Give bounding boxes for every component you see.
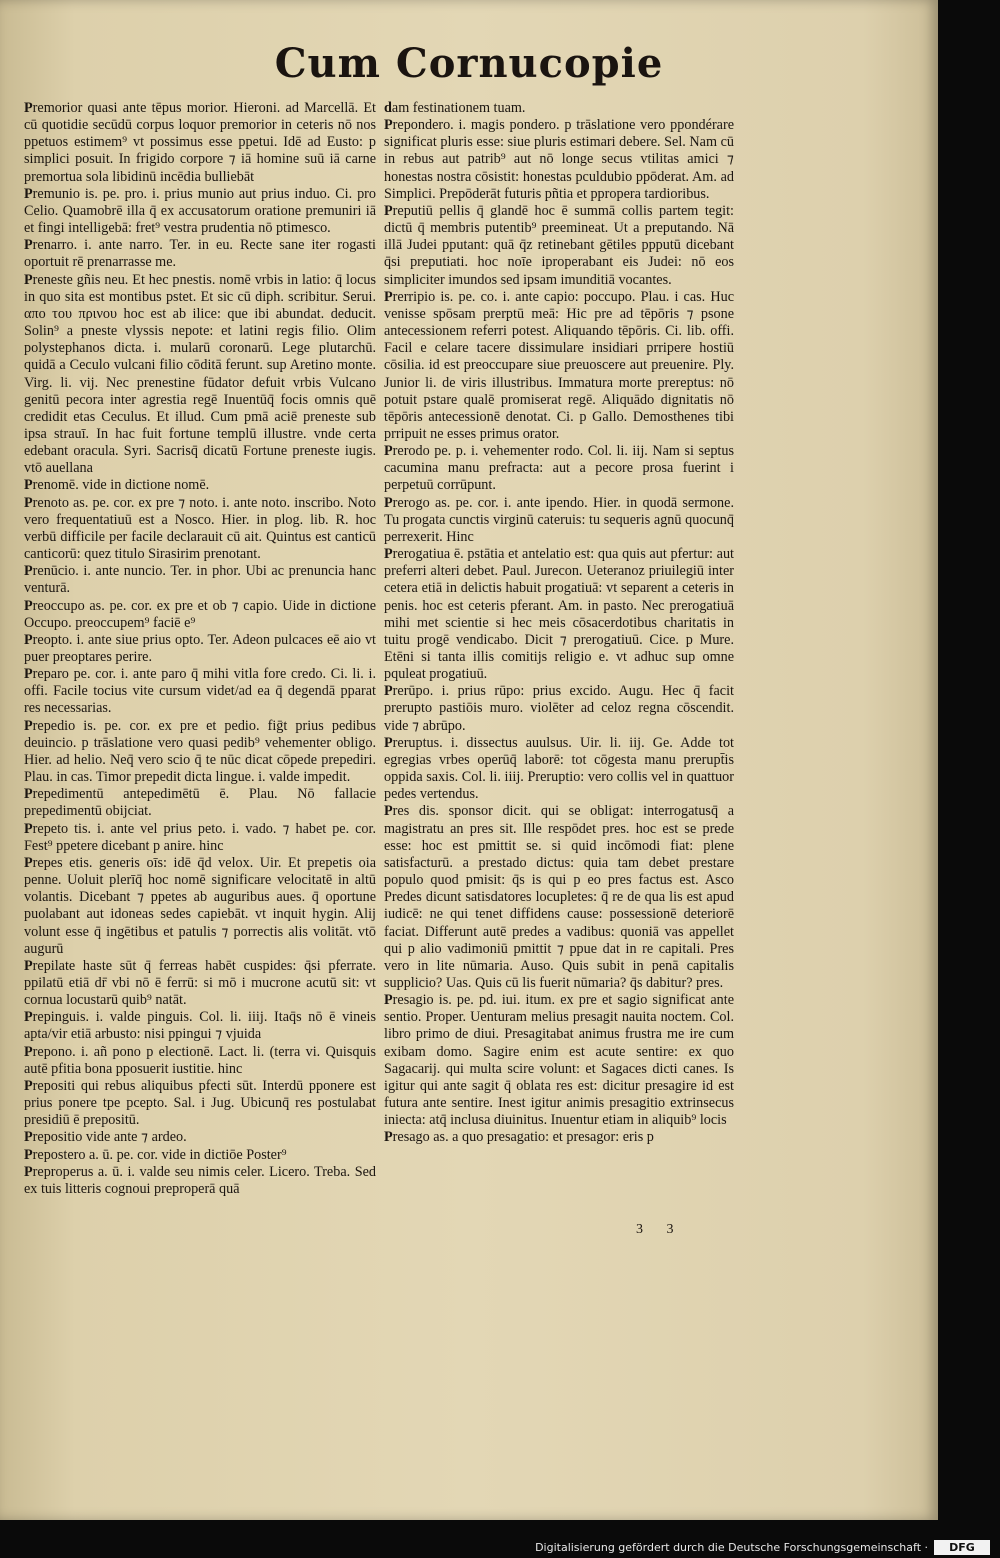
left-column: [24, 100, 376, 1198]
entry-paragraph: Prepositio vide ante ⁊ ardeo.: [24, 1129, 187, 1146]
entry-paragraph: Preparo pe. cor. i. ante paro q̄ mihi vitla fore credo. Ci. li. i. offi. Facile tocius vite cursum videt/ad ea q̄ degendā pparat res necessarias.: [24, 666, 376, 717]
entry-paragraph: Prerūpo. i. prius rūpo: prius excido. Augu. Hec q̄ facit prerupto pastiōis muro. violēter ad celoz regna cōscendit. vide ⁊ abrūpo.: [384, 683, 734, 734]
entry-paragraph: Pres dis. sponsor dicit. qui se obligat: interrogatusq̄ a magistratu an pres sit. Ille respōdet pres. hoc est se prede esse: hoc est pmittit se. si quid incōmodi fiat: plene satisfacturū. a prestado dictus: quia tam debet prestare populo quod pmisit: q̄s is qui p eo pres factus est. Asco Predes dicunt satisdatores locupletes: q̄ re de qua lis est apud iudicē: ne qui tenet diffidens cause: possessionē deteriorē faciat. Differunt autē predes a vadibus: quoniā vas appellet qui p alio vadimoniū pmittit ⁊ ppue dat in re capitali. Pres vero in lite nūmaria. Auso. Quis subit in penā capitalis supplicio? Uas. Quis cū lis fuerit nūmaria? q̄s dabitur? pres.: [384, 803, 734, 991]
entry-paragraph: Preoccupo as. pe. cor. ex pre et ob ⁊ capio. Uide in dictione Occupo. preoccupem⁹ faciē e⁹: [24, 597, 376, 631]
entry-paragraph: Prepinguis. i. valde pinguis. Col. li. iiij. Itaq̄s nō ē vineis apta/vir etiā arbusto: nisi ppingui ⁊ vjuida: [24, 1009, 376, 1043]
entry-paragraph: dam festinationem tuam.: [384, 100, 526, 116]
entry-paragraph: Prepedio is. pe. cor. ex pre et pedio. fiḡt prius pedibus deuincio. p trāslatione vero quasi pedib⁹ vehementer obligo. Hier. ad helio. Neq̄ vero scio q̄ te nūc dicat cōpede prepediri. Plau. in cas. Timor prepedit dicta lingue. i. valde impedit.: [24, 717, 376, 786]
dfg-logo: DFG: [934, 1540, 990, 1555]
entry-paragraph: Preputiū pellis q̄ glandē hoc ē summā collis partem tegit: dictū q̄ membris putentib⁹ preemineat. Ut a preputando. Nā illā Judei pputant: quā q̄z retinebant gētiles ppputū dicebant q̄si preputiati. hoc noīe iproperabant eis Judei: nō eos simpliciter imundos sed ipsam imunditiā vocantes.: [384, 202, 734, 288]
entry-paragraph: Prenūcio. i. ante nuncio. Ter. in phor. Ubi ac prenuncia hanc venturā.: [24, 563, 376, 597]
entry-paragraph: Prepono. i. añ pono p electionē. Lact. li. (terra vi. Quisquis autē pfitia bona pposuerit iustitie. hinc: [24, 1043, 376, 1077]
entry-paragraph: Prepes etis. generis oīs: idē q̄d velox. Uir. Et prepetis oia penne. Uoluit plerīq̄ hoc nomē significare velocitatē in altū volantis. Dicebant ⁊ ppetes ab auguribus aues. q̄ oportune puolabant aut idoneas sedes capiebāt. vt inquit hygin. Alij volunt esse q̄ ingētibus et patulis ⁊ porrectis alis volitāt. vtō augurū: [24, 854, 376, 957]
footer-credit: Digitalisierung gefördert durch die Deutsche Forschungsgemeinschaft ·: [535, 1541, 928, 1554]
entry-paragraph: Prenarro. i. ante narro. Ter. in eu. Recte sane iter rogasti oportuit rē prenarrasse me.: [24, 237, 376, 271]
entry-paragraph: Prerogo as. pe. cor. i. ante ipendo. Hier. in quodā sermone. Tu progata cunctis virginū cateruis: tu sequeris agnū quocunq̄ perrexerit. Hinc: [384, 494, 734, 545]
entry-paragraph: Prerogatiua ē. pstātia et antelatio est: qua quis aut pfertur: aut preferri alteri debet. Paul. Jurecon. Ueteranoz priuilegiū inter cetera etiā in delictis habuit progatiuā: vt separent a ceteris in penis. hoc est ceteris pferant. Am. in pasto. Nec prerogatiuā mihi met scientie si hec meis cōsacerdotibus charitatis in tuitu progē vendicabo. Dicit ⁊ prerogatiuū. Cice. p Mure. Etēni si tanta illis comitijs religio e. vt adhuc sup omne pquleat progatiuū.: [384, 546, 734, 683]
entry-paragraph: Prerripio is. pe. co. i. ante capio: poccupo. Plau. i cas. Huc venisse spōsam prerptū meā: Hic pre ad tēpōris ⁊ psone antecessionem referri potest. Aliquando tēpōris. Ci. lib. offi. Facil e celare tacere dissimulare insidiari prripere hostiū cōsilia. id est preoccupare siue preuoscere aut preuenire. Ply. Junior li. de viris illustribus. Immatura morte prereptus: nō potuit pstare qualē promiserat regē. Aliquādo dignitatis nō tēpōris antecessionē denotat. Ci. p Gallo. Demosthenes tibi prripuit ne esses primus orator.: [384, 288, 734, 442]
entry-paragraph: Premorior quasi ante tēpus morior. Hieroni. ad Marcellā. Et cū quotidie secūdū corpus loquor premorior in ceteris nō nos ppetuos estimem⁹ vt possimus esse ppetui. Idē ad Eusto: p simplici posuit. In frigido corpore ⁊ iā homine suū iā carne premortua sola libidinū incēdia bulliebāt: [24, 100, 376, 185]
entry-paragraph: Preruptus. i. dissectus auulsus. Uir. li. iij. Ge. Adde tot egregias vrbes operūq̄ laborē: tot cōgesta manu prerupt̄is oppida saxis. Col. li. iiij. Preruptio: vero collis vel in quattuor pedes vertendus.: [384, 734, 734, 803]
entry-paragraph: Presagio is. pe. pd. iui. itum. ex pre et sagio significat ante sentio. Proper. Uenturam melius presagit nauita noctem. Col. libro primo de diui. Presagitabat animus frustra me ire cum exibam domo. Sagire enim est acute sentire: ex quo Sagacarij. qui multa scire volunt: et Sagaces dicti canes. Is igitur qui ante sagit q̄ oblata res est: dicitur presagire id est futura ante sentire. Inest igitur animis presagitio extrinsecus iniecta: atq̄ inclusa diuinitus. Inuentur etiam in aliquib⁹ locis: [384, 992, 734, 1129]
right-column: [384, 100, 734, 1147]
entry-paragraph: Prepeto tis. i. ante vel prius peto. i. vado. ⁊ habet pe. cor. Fest⁹ ppetere dicebant p anire. hinc: [24, 820, 376, 854]
entry-paragraph: Preneste gñis neu. Et hec pnestis. nomē vrbis in latio: q̄ locus in quo sita est montibus pstet. Et sic cū diph. scribitur. Serui. απο του πρινου hoc est ab ilice: que ibi abundat. deducit. Solin⁹ a pneste vlyssis nepote: et latini regis filio. Olim polystephanos dicta. i. mularū coronarū. Lege plutarchū. quidā a Ceculo vulcani filio cōditā ferunt. sup Aretino monte. Virg. li. vij. Nec prenestine fūdator defuit vrbis Vulcano genitū pecora inter agrestia regē Inuentūq̄ focis omnis quē credidit etas Ceculus. Et illud. Cum pmā aciē preneste sub ipsa strauī. In hac fuit fortune templū illustre. vnde certa edebant oracula. Syri. Sacrisq̄ dicatū Fortune preneste iugis. vtō auellana: [24, 271, 376, 477]
entry-paragraph: Prepositi qui rebus aliquibus pfecti sūt. Interdū pponere est prius ponere tpe pcepto. Sal. i Jug. Ubicunq̄ res postulabat presidiū ē prepositū.: [24, 1077, 376, 1129]
running-title: Cum Cornucopie: [274, 40, 664, 87]
entry-paragraph: Prerodo pe. p. i. vehementer rodo. Col. li. iij. Nam si septus cacumina manu prefracta: aut a pecore prosa fuerint i perpetuū corrūpunt.: [384, 443, 734, 494]
entry-paragraph: Prepedimentū antepedimētū ē. Plau. Nō fallacie prepedimentū obijciat.: [24, 786, 376, 820]
entry-paragraph: Prepostero a. ū. pe. cor. vide in dictiōe Poster⁹: [24, 1146, 287, 1163]
entry-paragraph: Premunio is. pe. pro. i. prius munio aut prius induo. Ci. pro Celio. Quamobrē illa q̄ ex accusatorum oratione premuniri iā et fingi intelligebā: fret⁹ vestra prudentia nō ptimesco.: [24, 185, 376, 237]
entry-paragraph: Prenoto as. pe. cor. ex pre ⁊ noto. i. ante noto. inscribo. Noto vero frequentatiuū est a Nosco. Hier. in plog. lib. R. hoc verbū difficile per facile declarauit cū ait. Quintus est canticū canticorū: quez titulo Sirasirim prenotant.: [24, 494, 376, 563]
entry-paragraph: Presago as. a quo presagatio: et presagor: eris p: [384, 1129, 654, 1146]
entry-paragraph: Prenomē. vide in dictione nomē.: [24, 477, 210, 494]
entry-paragraph: Preopto. i. ante siue prius opto. Ter. Adeon pulcaces eē aio vt puer preoptares perire.: [24, 631, 376, 665]
entry-paragraph: Preproperus a. ū. i. valde seu nimis celer. Licero. Treba. Sed ex tuis litteris cognoui preproperā quā: [24, 1163, 376, 1197]
entry-paragraph: Prepilate haste sūt q̄ ferreas habēt cuspides: q̄si pferrate. ppilatū etiā dr̄ vbi nō ē ferrū: si mō i mucrone acutū sit: vt cornua locustarū quib⁹ natāt.: [24, 957, 376, 1009]
entry-paragraph: Prepondero. i. magis pondero. p trāslatione vero ppondérare significat pluris esse: siue pluris estimari debere. Sel. Nam cū in rebus aut patrib⁹ aut nō longe secus vtilitas amici ⁊ honestas nostra cōsistit: honestas pculdubio ppōderat. Am. ad Simplici. Prepōderāt futuris pñtia et ppropera tardioribus.: [384, 117, 734, 202]
signature-mark: 3 3: [636, 1222, 684, 1237]
